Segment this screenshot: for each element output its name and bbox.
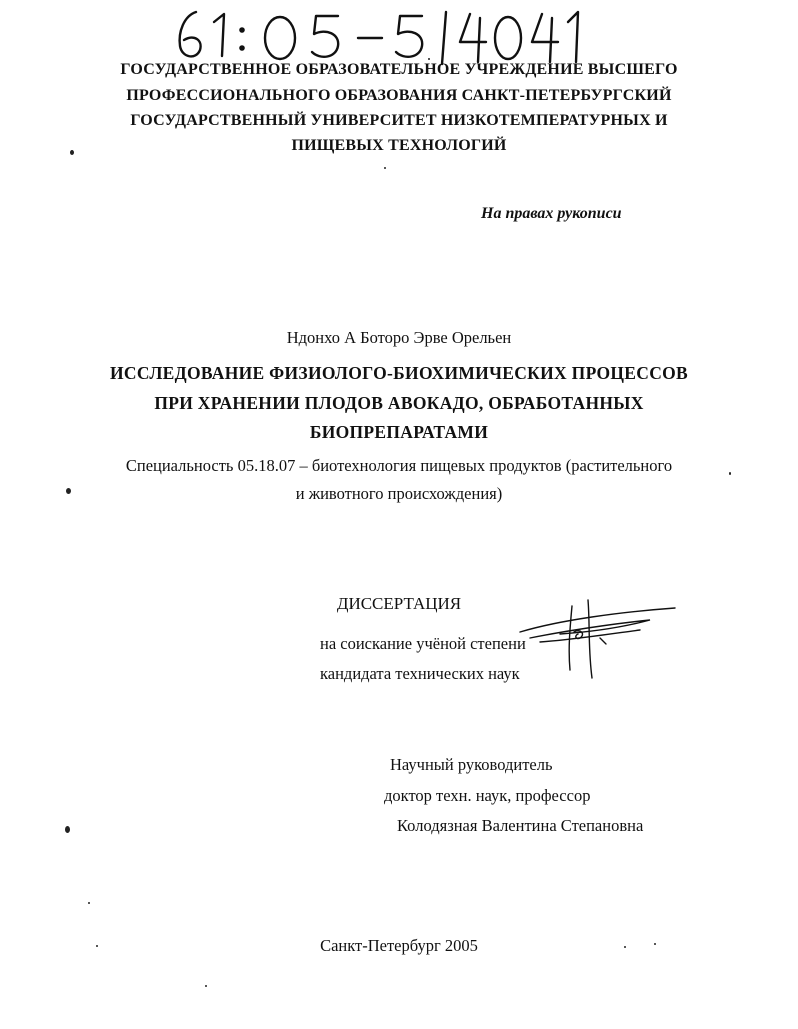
institution-line-3: ГОСУДАРСТВЕННЫЙ УНИВЕРСИТЕТ НИЗКОТЕМПЕРАТУРНЫХ И (130, 112, 668, 129)
dissertation-degree-line-1: на соискание учёной степени (320, 634, 526, 653)
scan-speck (65, 826, 70, 833)
scan-speck (428, 58, 430, 60)
supervisor-degree: доктор техн. наук, профессор (384, 786, 591, 805)
dissertation-degree-line-2: кандидата технических наук (320, 664, 520, 683)
signature (500, 598, 690, 688)
place-and-year: Санкт-Петербург 2005 (320, 936, 478, 955)
scan-speck (66, 488, 71, 494)
scan-speck (654, 943, 656, 945)
signature-drawing (500, 598, 690, 688)
title-line-3: БИОПРЕПАРАТАМИ (309, 422, 489, 442)
scan-speck (88, 902, 90, 904)
title-line-1: ИССЛЕДОВАНИЕ ФИЗИОЛОГО-БИОХИМИЧЕСКИХ ПРОЦЕССОВ (109, 363, 689, 383)
title-line-2: ПРИ ХРАНЕНИИ ПЛОДОВ АВОКАДО, ОБРАБОТАННЫХ (154, 393, 644, 413)
institution-line-4: ПИЩЕВЫХ ТЕХНОЛОГИЙ (291, 137, 507, 154)
scan-speck (624, 946, 626, 948)
scan-speck (729, 472, 731, 475)
scan-speck (205, 985, 207, 987)
supervisor-label: Научный руководитель (390, 755, 553, 774)
scan-speck (384, 167, 386, 169)
specialty-line-1: Специальность 05.18.07 – биотехнология пищевых продуктов (растительного (125, 456, 673, 475)
rights-note: На правах рукописи (481, 205, 622, 222)
archive-number-text (170, 4, 177, 5)
scan-speck (96, 945, 98, 947)
institution-line-1: ГОСУДАРСТВЕННОЕ ОБРАЗОВАТЕЛЬНОЕ УЧРЕЖДЕНИЕ ВЫСШЕГО (120, 61, 678, 78)
scan-speck (70, 150, 74, 155)
author-name: Ндонхо А Боторо Эрве Орельен (286, 328, 512, 347)
specialty-line-2: и животного происхождения) (295, 484, 503, 503)
supervisor-name: Колодязная Валентина Степановна (397, 816, 644, 835)
institution-line-2: ПРОФЕССИОНАЛЬНОГО ОБРАЗОВАНИЯ САНКТ-ПЕТЕРБУРГСКИЙ (126, 87, 672, 104)
dissertation-heading: ДИССЕРТАЦИЯ (336, 594, 462, 613)
